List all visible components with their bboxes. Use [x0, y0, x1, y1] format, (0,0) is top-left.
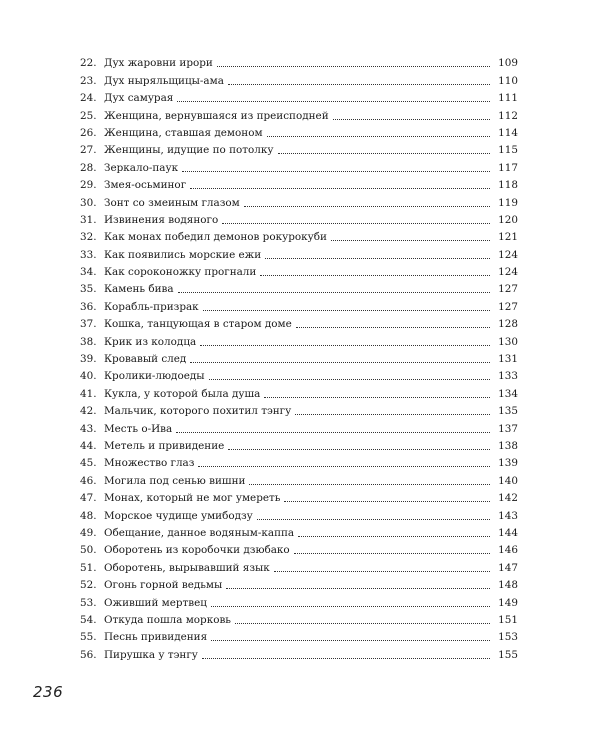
dot-leader	[235, 623, 490, 624]
toc-entry-title: Змея-осьминог	[104, 179, 187, 192]
dot-leader	[190, 188, 490, 189]
toc-entry-page: 118	[498, 179, 518, 192]
toc-entry	[80, 278, 518, 295]
dot-leader	[331, 240, 490, 241]
dot-leader	[278, 153, 491, 154]
toc-entry-number: 40.	[80, 370, 97, 383]
toc-entry	[80, 382, 518, 399]
toc-entry	[80, 261, 518, 278]
toc-entry-page: 146	[498, 544, 518, 557]
toc-entry	[80, 87, 518, 104]
toc-entry-title: Женщина, вернувшаяся из преисподней	[104, 109, 329, 122]
toc-entry	[80, 469, 518, 486]
toc-entry-page: 135	[498, 405, 518, 418]
toc-entry-title: Монах, который не мог умереть	[104, 492, 281, 505]
dot-leader	[264, 397, 490, 398]
toc-entry-page: 130	[498, 335, 518, 348]
toc-entry-number: 37.	[80, 318, 97, 331]
toc-entry-number: 46.	[80, 474, 97, 487]
toc-entry-title: Как появились морские ежи	[104, 248, 262, 261]
toc-entry-page: 127	[498, 283, 518, 296]
toc-entry-title: Зеркало-паук	[104, 161, 179, 174]
toc-entry-page: 127	[498, 300, 518, 313]
dot-leader	[298, 536, 490, 537]
toc-entry-title: Кошка, танцующая в старом доме	[104, 318, 292, 331]
toc-entry-number: 51.	[80, 561, 97, 574]
toc-entry-number: 38.	[80, 335, 97, 348]
toc-entry-page: 155	[498, 648, 518, 661]
toc-entry-title: Песнь привидения	[104, 631, 208, 644]
dot-leader	[190, 362, 490, 363]
toc-entry-title: Множество глаз	[104, 457, 195, 470]
toc-entry-number: 23.	[80, 74, 97, 87]
toc-entry-page: 114	[498, 126, 518, 139]
toc-entry	[80, 139, 518, 156]
toc-entry-number: 34.	[80, 266, 97, 279]
toc-entry-title: Месть о-Ива	[104, 422, 173, 435]
toc-entry-page: 120	[498, 213, 518, 226]
toc-entry	[80, 295, 518, 312]
toc-entry-number: 48.	[80, 509, 97, 522]
dot-leader	[333, 119, 490, 120]
toc-entry-number: 54.	[80, 613, 97, 626]
toc-entry-page: 117	[498, 161, 518, 174]
toc-entry	[80, 643, 518, 660]
toc-entry	[80, 174, 518, 191]
dot-leader	[228, 449, 490, 450]
toc-entry-number: 27.	[80, 144, 97, 157]
toc-entry-page: 140	[498, 474, 518, 487]
page-number: 236	[33, 683, 64, 701]
dot-leader	[284, 501, 490, 502]
toc-entry-number: 22.	[80, 57, 97, 70]
toc-entry-number: 36.	[80, 300, 97, 313]
dot-leader	[202, 658, 490, 659]
toc-entry-title: Кровавый след	[104, 353, 187, 366]
toc-entry-title: Оборотень из коробочки дзюбако	[104, 544, 290, 557]
dot-leader	[244, 206, 490, 207]
toc-entry-page: 147	[498, 561, 518, 574]
dot-leader	[260, 275, 490, 276]
dot-leader	[265, 258, 490, 259]
dot-leader	[226, 588, 490, 589]
toc-entry-number: 29.	[80, 179, 97, 192]
toc-entry	[80, 417, 518, 434]
toc-entry-number: 28.	[80, 161, 97, 174]
toc-entry-number: 45.	[80, 457, 97, 470]
toc-entry-title: Огонь горной ведьмы	[104, 579, 223, 592]
toc-entry-page: 128	[498, 318, 518, 331]
toc-entry	[80, 243, 518, 260]
toc-entry-title: Корабль-призрак	[104, 300, 199, 313]
toc-entry-page: 149	[498, 596, 518, 609]
toc-entry-page: 139	[498, 457, 518, 470]
dot-leader	[222, 223, 490, 224]
toc-entry	[80, 104, 518, 121]
toc-entry-page: 134	[498, 387, 518, 400]
toc-entry-page: 142	[498, 492, 518, 505]
dot-leader	[274, 571, 490, 572]
toc-entry-title: Дух ныряльщицы-ама	[104, 74, 224, 87]
toc-entry-page: 121	[498, 231, 518, 244]
toc-entry	[80, 191, 518, 208]
dot-leader	[257, 519, 490, 520]
toc-entry-number: 52.	[80, 579, 97, 592]
dot-leader	[200, 345, 490, 346]
toc-entry-number: 26.	[80, 126, 97, 139]
toc-entry-number: 49.	[80, 526, 97, 539]
dot-leader	[198, 466, 490, 467]
toc-entry-page: 138	[498, 439, 518, 452]
toc-entry	[80, 400, 518, 417]
toc-entry-page: 133	[498, 370, 518, 383]
toc-entry-title: Оборотень, вырывавший язык	[104, 561, 270, 574]
toc-entry-number: 50.	[80, 544, 97, 557]
dot-leader	[203, 310, 490, 311]
toc-entry	[80, 556, 518, 573]
toc-entry-page: 115	[498, 144, 518, 157]
toc-entry-number: 25.	[80, 109, 97, 122]
toc-entry-page: 124	[498, 266, 518, 279]
toc-entry	[80, 209, 518, 226]
toc-entry-page: 131	[498, 353, 518, 366]
toc-entry	[80, 435, 518, 452]
toc-entry	[80, 313, 518, 330]
toc-entry-title: Пирушка у тэнгу	[104, 648, 198, 661]
toc-entry-title: Кролики-людоеды	[104, 370, 205, 383]
toc-entry-page: 153	[498, 631, 518, 644]
toc-entry-number: 55.	[80, 631, 97, 644]
toc-entry	[80, 522, 518, 539]
toc-entry	[80, 504, 518, 521]
toc-entry-title: Женщина, ставшая демоном	[104, 126, 263, 139]
toc-entry-title: Мальчик, которого похитил тэнгу	[104, 405, 292, 418]
toc-entry-number: 53.	[80, 596, 97, 609]
dot-leader	[211, 640, 490, 641]
toc-entry-title: Метель и привидение	[104, 439, 225, 452]
dot-leader	[294, 553, 490, 554]
toc-entry-title: Кукла, у которой была душа	[104, 387, 261, 400]
dot-leader	[209, 379, 490, 380]
toc-entry-number: 33.	[80, 248, 97, 261]
toc-entry-number: 30.	[80, 196, 97, 209]
toc-entry-page: 144	[498, 526, 518, 539]
dot-leader	[228, 84, 490, 85]
toc-entry-title: Зонт со змеиным глазом	[104, 196, 240, 209]
toc-entry-page: 143	[498, 509, 518, 522]
toc-entry-number: 24.	[80, 92, 97, 105]
toc-entry-number: 31.	[80, 213, 97, 226]
toc-entry-page: 109	[498, 57, 518, 70]
dot-leader	[176, 432, 490, 433]
dot-leader	[178, 292, 490, 293]
dot-leader	[177, 101, 490, 102]
toc-entry-number: 42.	[80, 405, 97, 418]
toc-entry-number: 39.	[80, 353, 97, 366]
toc-entry-title: Камень бива	[104, 283, 174, 296]
toc-entry-title: Как сороконожку прогнали	[104, 266, 257, 279]
toc-entry-page: 110	[498, 74, 518, 87]
toc-entry-title: Крик из колодца	[104, 335, 197, 348]
toc-entry-title: Дух жаровни ирори	[104, 57, 213, 70]
toc-entry-title: Женщины, идущие по потолку	[104, 144, 274, 157]
toc-entry-number: 41.	[80, 387, 97, 400]
toc-entry	[80, 330, 518, 347]
toc-entry-page: 112	[498, 109, 518, 122]
toc-entry-page: 151	[498, 613, 518, 626]
toc-entry-title: Как монах победил демонов рокурокуби	[104, 231, 327, 244]
toc-entry	[80, 591, 518, 608]
table-of-contents	[80, 52, 518, 661]
toc-entry	[80, 539, 518, 556]
dot-leader	[217, 66, 490, 67]
dot-leader	[182, 171, 490, 172]
toc-entry-title: Оживший мертвец	[104, 596, 207, 609]
toc-entry-title: Дух самурая	[104, 92, 174, 105]
toc-entry	[80, 626, 518, 643]
toc-entry	[80, 226, 518, 243]
dot-leader	[249, 484, 490, 485]
toc-entry	[80, 348, 518, 365]
dot-leader	[267, 136, 490, 137]
toc-entry-title: Обещание, данное водяным-каппа	[104, 526, 295, 539]
toc-entry-number: 56.	[80, 648, 97, 661]
toc-entry-page: 137	[498, 422, 518, 435]
dot-leader	[296, 327, 490, 328]
toc-entry	[80, 609, 518, 626]
toc-entry	[80, 52, 518, 69]
toc-entry	[80, 365, 518, 382]
toc-entry-number: 35.	[80, 283, 97, 296]
toc-entry-page: 124	[498, 248, 518, 261]
toc-entry-number: 43.	[80, 422, 97, 435]
toc-entry	[80, 452, 518, 469]
toc-entry-number: 32.	[80, 231, 97, 244]
toc-entry-page: 111	[498, 92, 518, 105]
toc-entry	[80, 574, 518, 591]
toc-entry-number: 44.	[80, 439, 97, 452]
toc-entry	[80, 122, 518, 139]
dot-leader	[295, 414, 490, 415]
toc-entry-page: 119	[498, 196, 518, 209]
toc-entry	[80, 487, 518, 504]
dot-leader	[211, 606, 490, 607]
toc-entry-page: 148	[498, 579, 518, 592]
toc-entry-title: Откуда пошла морковь	[104, 613, 231, 626]
toc-entry	[80, 156, 518, 173]
toc-entry-title: Морское чудище умибодзу	[104, 509, 253, 522]
toc-entry	[80, 69, 518, 86]
toc-entry-number: 47.	[80, 492, 97, 505]
toc-entry-title: Извинения водяного	[104, 213, 219, 226]
toc-entry-title: Могила под сенью вишни	[104, 474, 246, 487]
